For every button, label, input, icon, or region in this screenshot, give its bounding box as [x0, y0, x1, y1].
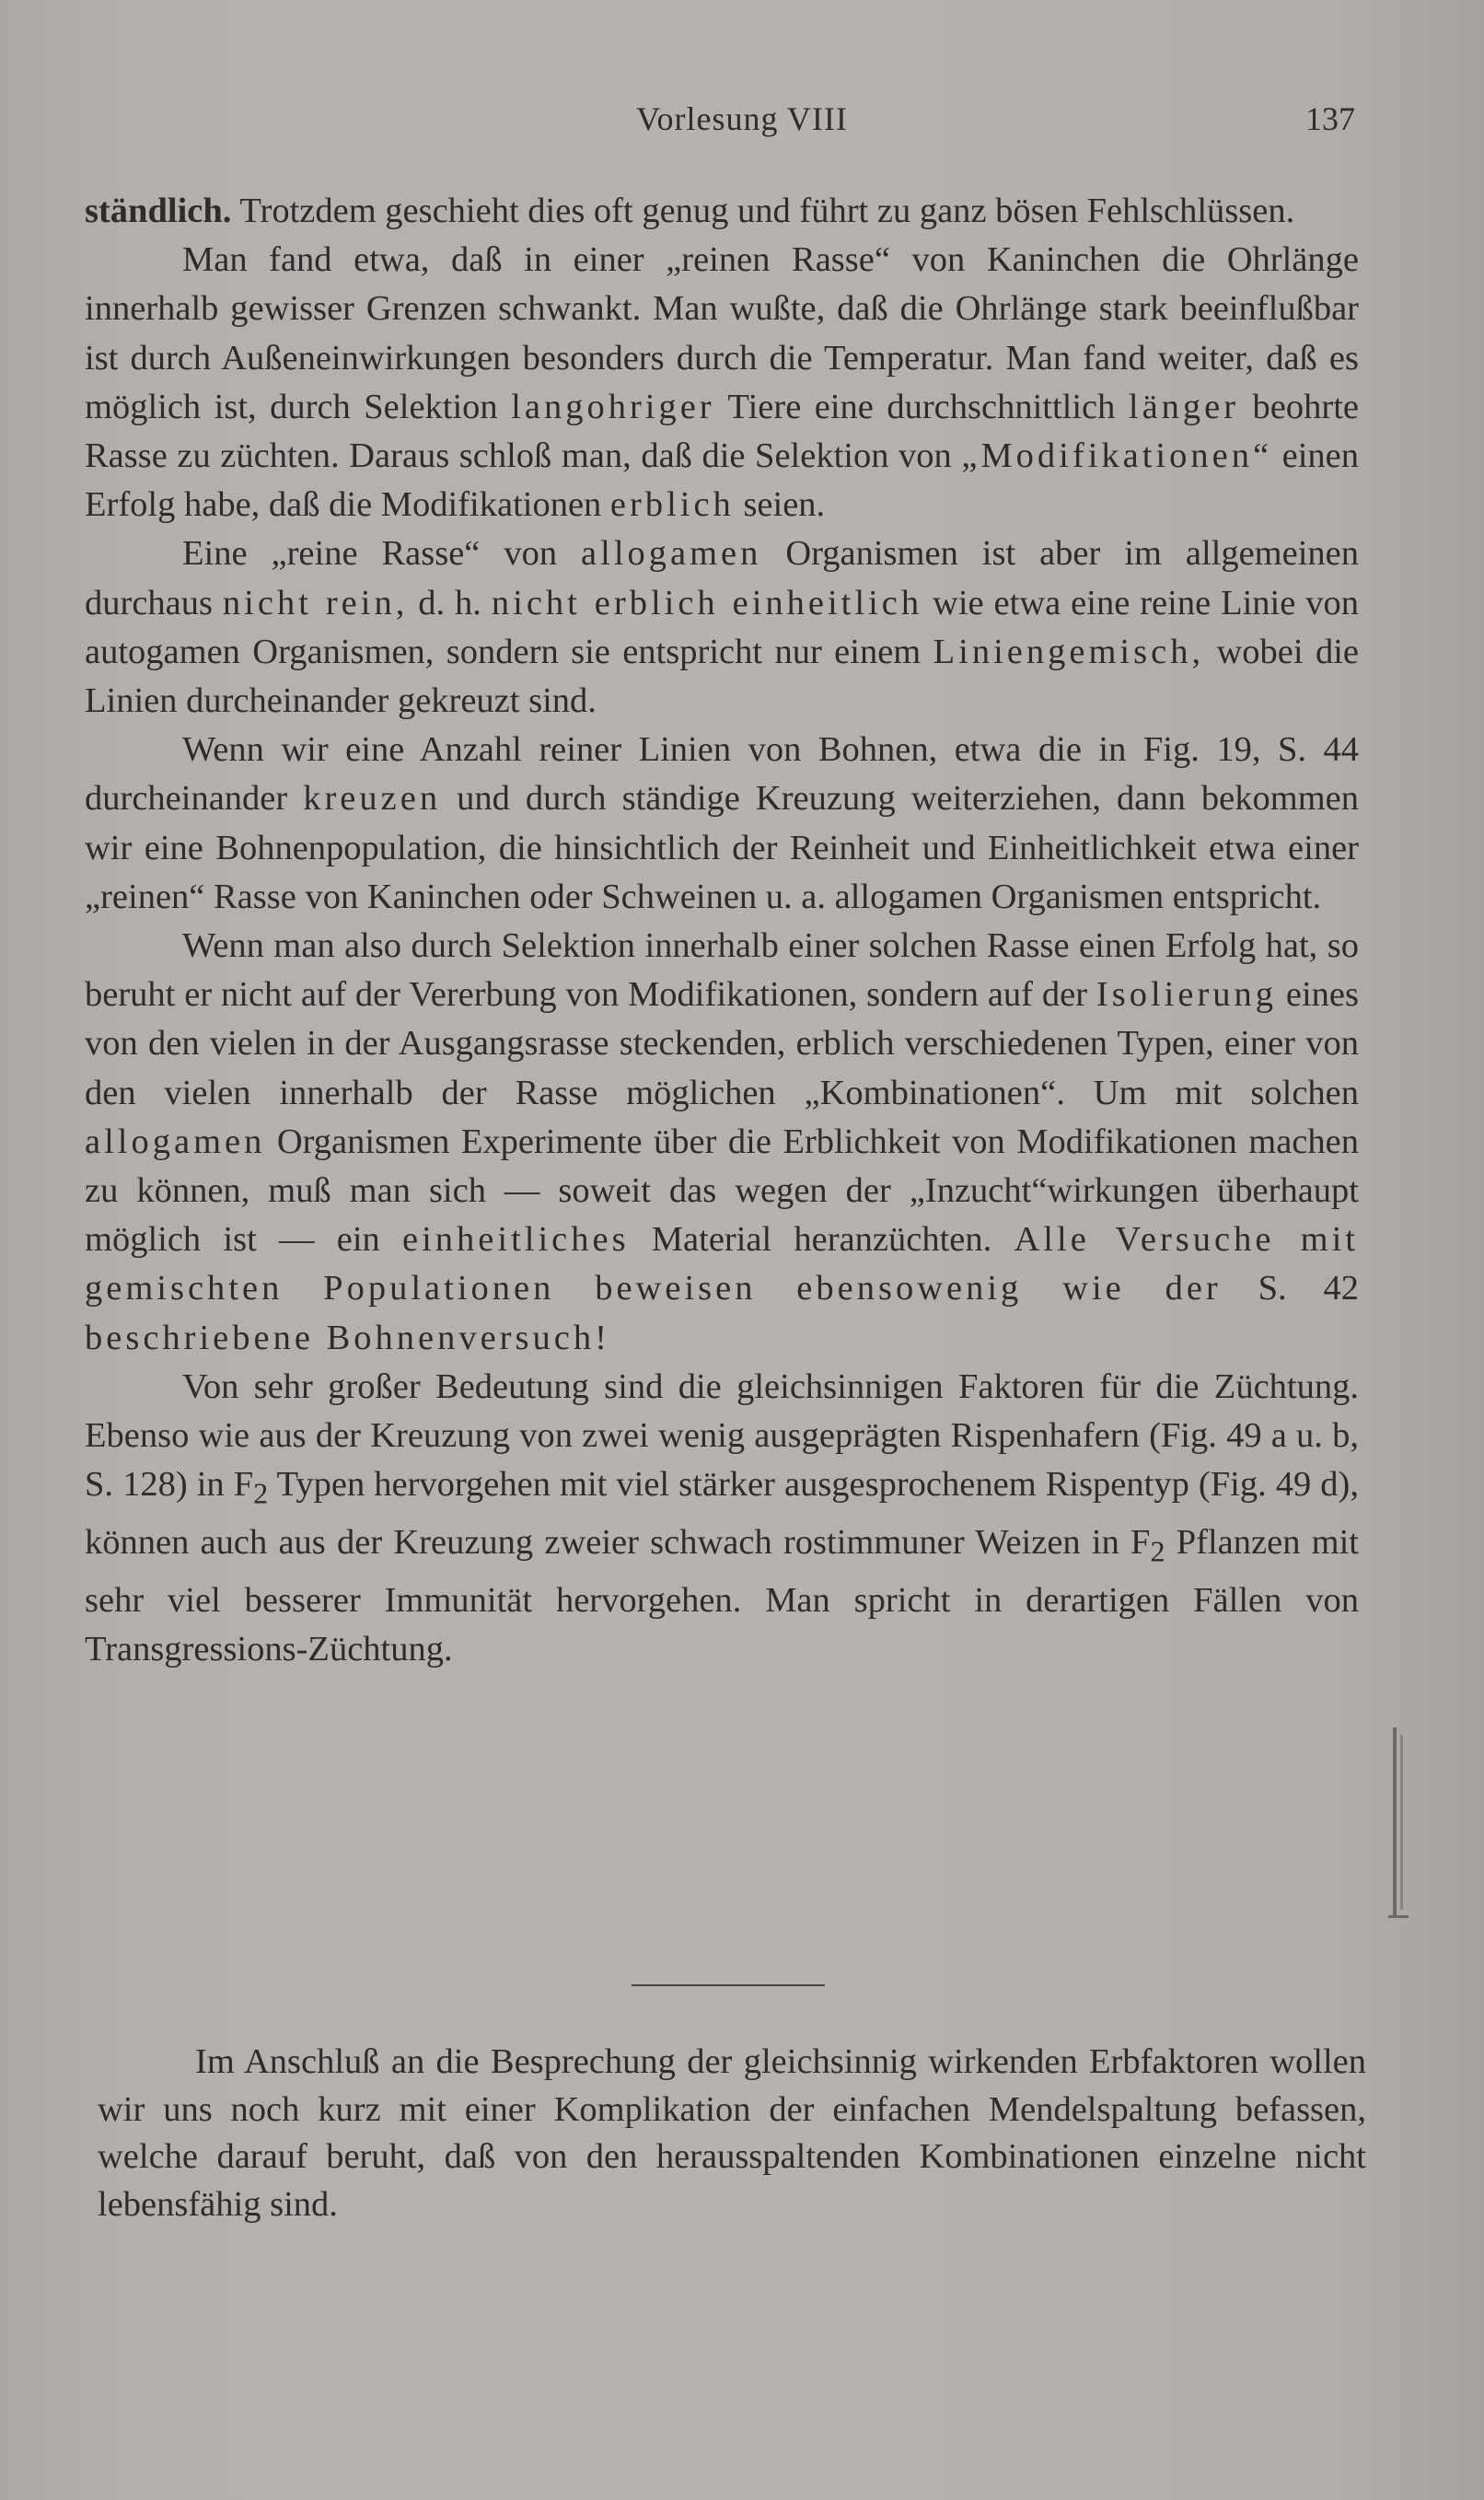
- paragraph-3-text-3: d. h.: [408, 583, 492, 622]
- paragraph-5-text-1: Wenn man also durch Selektion innerhalb einer solchen Rasse einen Erfolg hat, so beruht er nicht auf der Vererbung von Modifikationen, sondern auf der: [85, 926, 1359, 1015]
- body-text: [85, 187, 1359, 1674]
- paragraph-6-text-3: Pflanzen mit sehr viel besserer Immunität hervorgehen. Man spricht in derartigen Fällen von Transgressions-Züchtung.: [85, 1523, 1359, 1669]
- paragraph-2-spaced-1: langohriger: [511, 387, 715, 426]
- paragraph-5-spaced-2: allogamen: [85, 1122, 266, 1161]
- paragraph-2-spaced-2: länger: [1128, 387, 1240, 426]
- paragraph-3-spaced-2: nicht rein,: [222, 583, 409, 622]
- paragraph-4-text-2: und durch ständige Kreuzung weiterziehen, dann bekommen wir eine Bohnenpopulation, die hinsichtlich der Reinheit und Einheitlichkeit etwa einer „reinen“ Rasse von Kaninchen oder Schweinen u. a. allogamen Organismen entspricht.: [85, 779, 1359, 916]
- running-head: [0, 99, 1484, 145]
- paragraph-4-spaced-1: kreuzen: [303, 779, 442, 819]
- paragraph-7: Im Anschluß an die Besprechung der gleichsinnig wirkenden Erbfaktoren wollen wir uns noch kurz mit einer Komplikation der einfachen Mendelspaltung befassen, welche darauf beruht, daß von den herausspaltenden Kombinationen einzelne nicht lebensfähig sind.: [98, 2042, 1366, 2224]
- paragraph-6: [85, 1363, 1359, 1675]
- paragraph-2-text-5: seien.: [734, 485, 826, 525]
- paragraph-5: [85, 922, 1359, 1363]
- paragraph-3-text-2: Organismen ist aber im allgemeinen durchaus: [85, 534, 1359, 622]
- page-number: 137: [1305, 100, 1355, 137]
- paragraph-5-spaced-5: beschriebene Bohnenversuch!: [85, 1318, 610, 1357]
- paragraph-1-text: Trotzdem geschieht dies oft genug und führt zu ganz bösen Fehlschlüssen.: [231, 192, 1295, 230]
- paragraph-2-spaced-4: erblich: [609, 485, 735, 525]
- paragraph-6-text-1: Von sehr großer Bedeutung sind die gleichsinnigen Faktoren für die Züchtung. Ebenso wie aus der Kreuzung von zwei wenig ausgeprägten Rispenhafern (Fig. 49 a u. b, S. 128) in F: [85, 1366, 1359, 1505]
- paragraph-5-spaced-1: Isolierung: [1096, 975, 1278, 1015]
- paragraph-2-text-1: Man fand etwa, daß in einer „reinen Rasse“ von Kaninchen die Ohrlänge innerhalb gewisser Grenzen schwankt. Man wußte, daß die Ohrlänge stark beeinflußbar ist durch Außeneinwirkungen besonders durch die Temperatur. Man fand weiter, daß es möglich ist, durch Selektion: [85, 240, 1359, 426]
- paragraph-5-text-5: S. 42: [1221, 1269, 1359, 1308]
- paragraph-5-spaced-4: Alle Versuche mit gemischten Populationen beweisen ebensowenig wie der: [85, 1220, 1359, 1308]
- paragraph-2-spaced-3: „Modifikationen“: [961, 436, 1273, 476]
- paragraph-1-lead: ständlich.: [85, 192, 232, 230]
- paragraph-3-spaced-4: Liniengemisch,: [933, 632, 1205, 671]
- section-text: [98, 2039, 1366, 2228]
- paragraph-3-text-1: Eine „reine Rasse“ von: [182, 534, 582, 574]
- paragraph-6-text-2: Typen hervorgehen mit viel stärker ausgesprochenem Rispentyp (Fig. 49 d), können auch aus der Kreuzung zweier schwach rostimmuner Weizen in F: [85, 1465, 1359, 1563]
- paragraph-3: [85, 529, 1359, 726]
- paragraph-4: [85, 726, 1359, 922]
- paragraph-3-spaced-3: nicht erblich einheitlich: [491, 583, 923, 622]
- running-title: Vorlesung VIII: [636, 100, 848, 137]
- paragraph-5-text-3: Organismen Experimente über die Erblichkeit von Modifikationen machen zu können, muß man sich — soweit das wegen der „Inzucht“wirkungen überhaupt möglich ist — ein: [85, 1122, 1359, 1260]
- paragraph-1: [85, 187, 1359, 236]
- paragraph-6-subscript-1: 2: [253, 1476, 269, 1510]
- paragraph-5-spaced-3: einheitliches: [402, 1220, 630, 1260]
- paragraph-2-text-4: einen Erfolg habe, daß die Modifikationen: [85, 436, 1359, 525]
- paragraph-2-text-2: Tiere eine durchschnittlich: [714, 387, 1129, 426]
- paragraph-5-text-2: eines von den vielen in der Ausgangsrasse steckenden, erblich verschiedenen Typen, einer von den vielen innerhalb der Rasse möglichen „Kombinationen“. Um mit solchen: [85, 975, 1359, 1112]
- paragraph-2-text-3: beohrte Rasse zu züchten. Daraus schloß man, daß die Selektion von: [85, 387, 1359, 476]
- paragraph-3-text-4: wie etwa eine reine Linie von autogamen Organismen, sondern sie entspricht nur einem: [85, 583, 1360, 671]
- section-divider: [632, 1984, 825, 1986]
- paragraph-4-text-1: Wenn wir eine Anzahl reiner Linien von Bohnen, etwa die in Fig. 19, S. 44 durcheinander: [85, 730, 1359, 819]
- paragraph-2: [85, 236, 1359, 529]
- margin-edge-mark: [1385, 1722, 1413, 1924]
- paragraph-3-spaced-1: allogamen: [581, 534, 762, 574]
- paragraph-3-text-5: wobei die Linien durcheinander gekreuzt sind.: [85, 632, 1359, 721]
- paragraph-6-subscript-2: 2: [1150, 1534, 1165, 1568]
- paragraph-5-text-4: Material heranzüchten.: [629, 1220, 1014, 1260]
